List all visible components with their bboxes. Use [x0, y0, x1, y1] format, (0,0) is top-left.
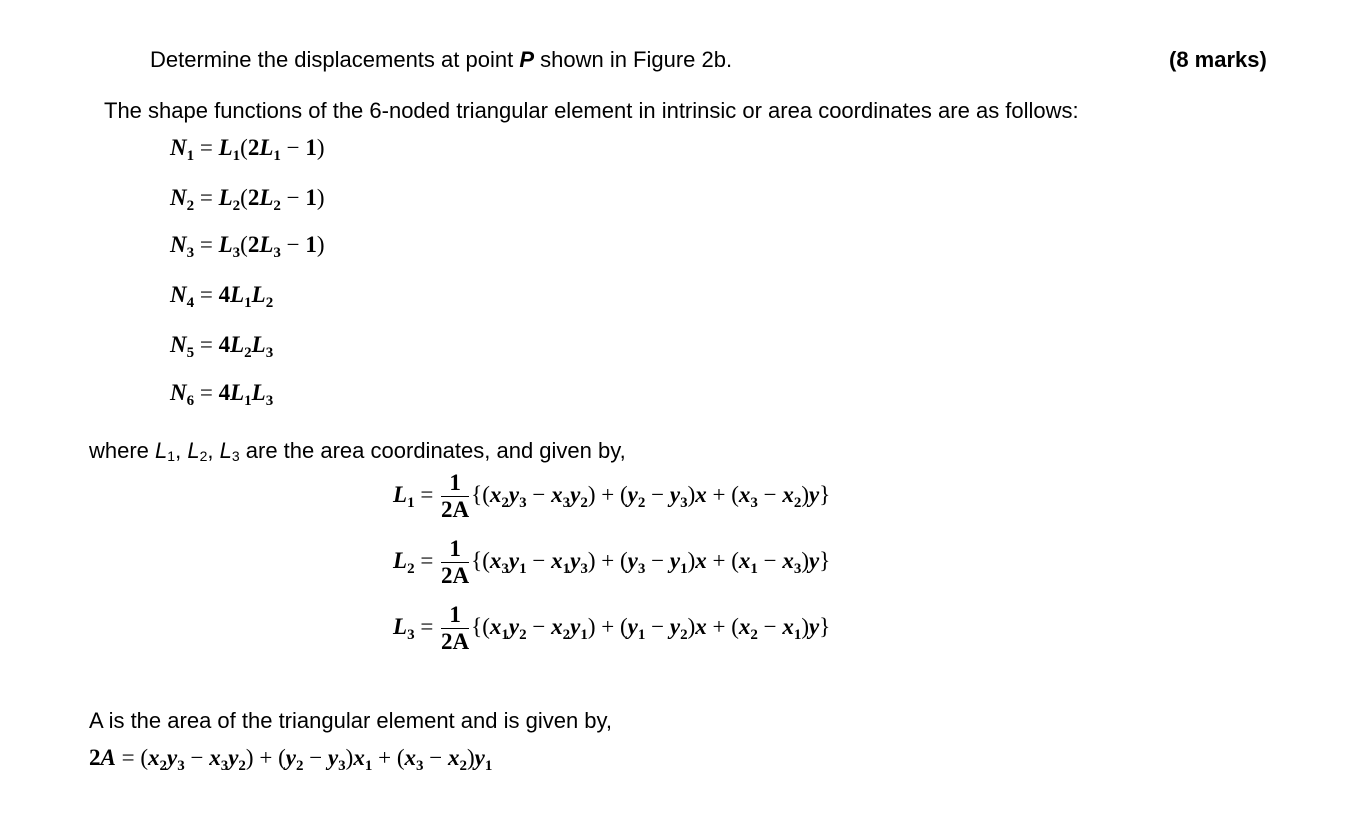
eq-l1: $L_1$ = $\frac{1}{2A}$ $\{(x_2y_3 - x_3y_2) + (y_2 - y_3)x + (x_3 - x_2)y\}$	[393, 470, 831, 522]
eq-two-a: $2A = (x_2y_3 - x_3y_2) + (y_2 - y_3)x_1 + (x_3 - x_2)y_1$	[89, 745, 493, 774]
fraction: $\frac{1}{2A}$	[441, 602, 470, 654]
eq-l3: $L_3$ = $\frac{1}{2A}$ $\{(x_1y_2 - x_2y_1) + (y_1 - y_2)x + (x_2 - x_1)y\}$	[393, 602, 831, 654]
question-prefix: Determine the displacements at point	[150, 47, 520, 72]
eq-n5: $N_5 = 4L_2L_3$	[170, 332, 274, 361]
marks-label: (8 marks)	[1169, 47, 1267, 72]
point-label: P	[519, 47, 534, 72]
where-text: where L1, L2, L3 are the area coordinates, and given by,	[89, 438, 626, 464]
eq-n4: $N_4 = 4L_1L_2$	[170, 282, 274, 311]
eq-n2: $N_2 = L_2(2L_2 - 1)$	[170, 185, 325, 214]
intro-text: The shape functions of the 6-noded triangular element in intrinsic or area coordinates are as follows:	[104, 98, 1079, 123]
question-suffix: shown in Figure 2b.	[534, 47, 733, 72]
eq-n6: $N_6 = 4L_1L_3$	[170, 380, 274, 409]
area-text: A is the area of the triangular element and is given by,	[89, 708, 613, 733]
eq-n1: $N_1 = L_1(2L_1 - 1)$	[170, 135, 325, 164]
fraction: $\frac{1}{2A}$	[441, 470, 470, 522]
eq-l2: $L_2$ = $\frac{1}{2A}$ $\{(x_3y_1 - x_1y_3) + (y_3 - y_1)x + (x_1 - x_3)y\}$	[393, 536, 831, 588]
fraction: $\frac{1}{2A}$	[441, 536, 470, 588]
question-text	[150, 46, 732, 74]
eq-n3: $N_3 = L_3(2L_3 - 1)$	[170, 232, 325, 261]
